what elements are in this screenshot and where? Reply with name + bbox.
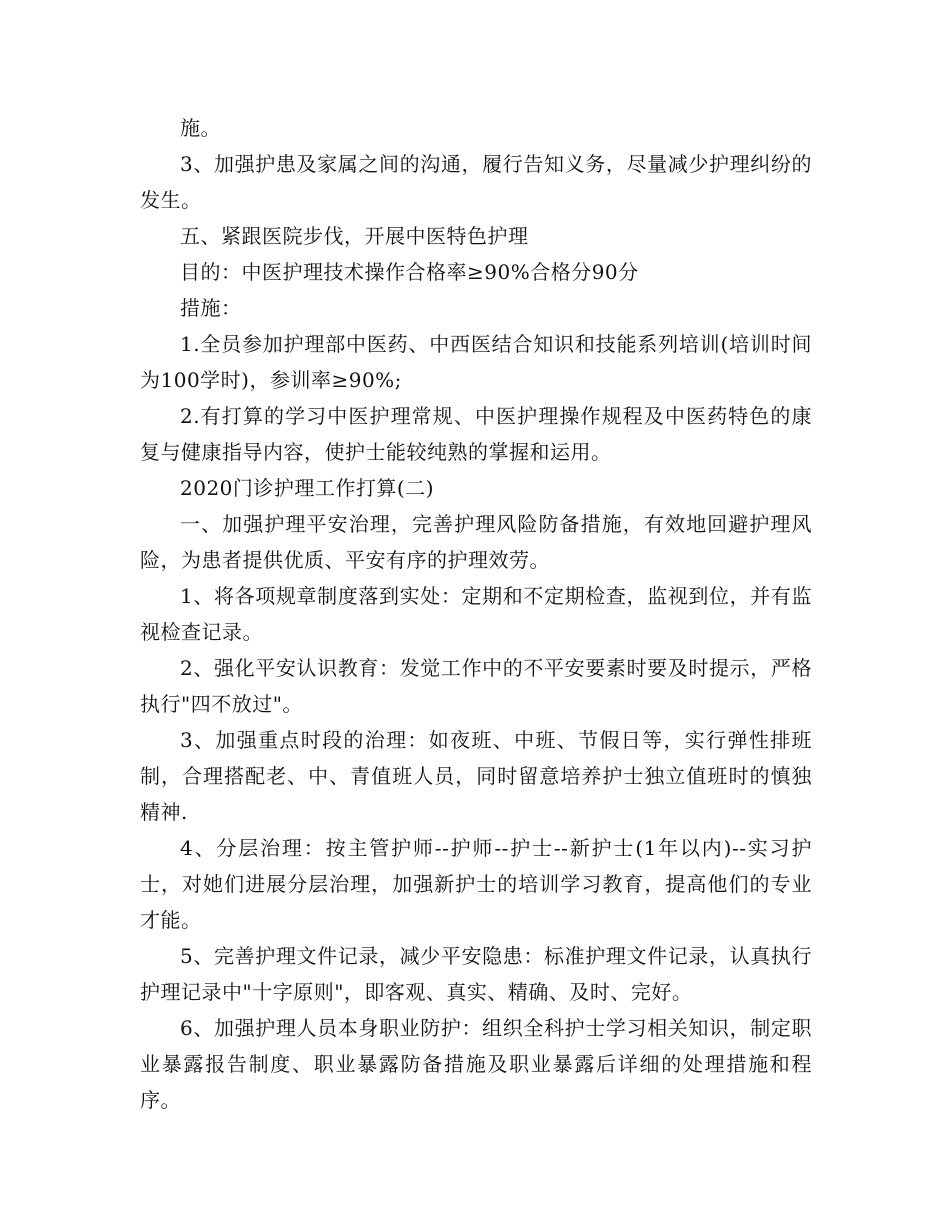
paragraph-item-3: 3、加强重点时段的治理：如夜班、中班、节假日等，实行弹性排班制，合理搭配老、中、青值班人员，同时留意培养护士独立值班时的慎独精神.: [140, 728, 812, 824]
section-heading-1: 一、加强护理平安治理，完善护理风险防备措施，有效地回避护理风险，为患者提供优质、平安有序的护理效劳。: [140, 512, 812, 572]
paragraph-item-4: 4、分层治理：按主管护师--护师--护士--新护士(1年以内)--实习护士，对她们进展分层治理，加强新护士的培训学习教育，提高他们的专业才能。: [140, 836, 812, 932]
paragraph-goal: 目的：中医护理技术操作合格率≥90%合格分90分: [180, 260, 639, 284]
paragraph-measure-1: 1.全员参加护理部中医药、中西医结合知识和技能系列培训(培训时间为100学时)，参训率≥90%;: [140, 332, 812, 392]
document-subtitle: 2020门诊护理工作打算(二): [180, 476, 435, 500]
paragraph-item-2: 2、强化平安认识教育：发觉工作中的不平安要素时要及时提示，严格执行"四不放过"。: [140, 656, 812, 716]
paragraph-continuation: 施。: [180, 116, 221, 140]
section-heading-5: 五、紧跟医院步伐，开展中医特色护理: [180, 224, 529, 248]
paragraph-measure-2: 2.有打算的学习中医护理常规、中医护理操作规程及中医药特色的康复与健康指导内容，使护士能较纯熟的掌握和运用。: [140, 404, 812, 464]
document-body: [140, 110, 812, 1118]
paragraph-item-5: 5、完善护理文件记录，减少平安隐患：标准护理文件记录，认真执行护理记录中"十字原则"，即客观、真实、精确、及时、完好。: [140, 944, 812, 1004]
paragraph-item-6: 6、加强护理人员本身职业防护：组织全科护士学习相关知识，制定职业暴露报告制度、职业暴露防备措施及职业暴露后详细的处理措施和程序。: [140, 1016, 812, 1112]
paragraph-measures-label: 措施：: [180, 296, 242, 320]
paragraph-item-1: 1、将各项规章制度落到实处：定期和不定期检查，监视到位，并有监视检查记录。: [140, 584, 812, 644]
paragraph-item-3-communication: 3、加强护患及家属之间的沟通，履行告知义务，尽量减少护理纠纷的发生。: [140, 152, 812, 212]
